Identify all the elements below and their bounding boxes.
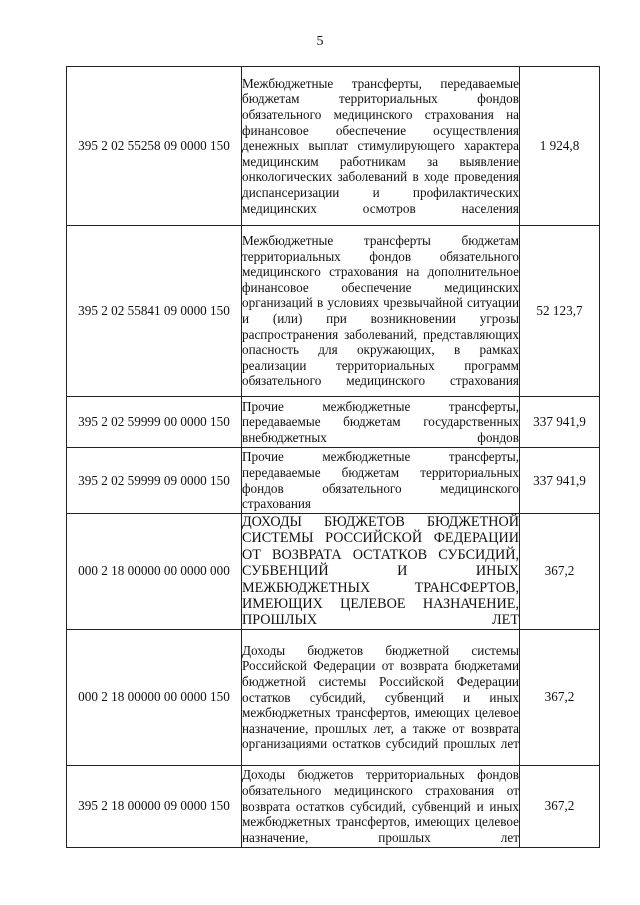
budget-classification-code: 395 2 02 59999 00 0000 150 bbox=[67, 397, 242, 448]
budget-classification-code: 000 2 18 00000 00 0000 150 bbox=[67, 629, 242, 765]
table-row bbox=[67, 514, 600, 630]
budget-revenue-table bbox=[66, 66, 600, 848]
table-row bbox=[67, 629, 600, 765]
table-row bbox=[67, 397, 600, 448]
revenue-description: Доходы бюджетов территориальных фондов обязательного медицинского страхования от возврата остатков субсидий, субвенций и иных межбюджетных трансфертов, имеющих целевое назначение, прошлых лет bbox=[242, 765, 520, 847]
table-row bbox=[67, 226, 600, 397]
revenue-description: Доходы бюджетов бюджетной системы Российской Федерации от возврата бюджетами бюджетной системы Российской Федерации остатков субсидий, субвенций и иных межбюджетных трансфертов, имеющих целевое назначение, прошлых лет, а также от возврата организациями остатков субсидий прошлых лет bbox=[242, 629, 520, 765]
revenue-description: Межбюджетные трансферты, передаваемые бюджетам территориальных фондов обязательного медицинского страхования на финансовое обеспечение осуществления денежных выплат стимулирующего характера медицинским работникам за выявление онкологических заболеваний в ходе проведения диспансеризации и профилактических медицинских осмотров населения bbox=[242, 67, 520, 226]
revenue-description: Прочие межбюджетные трансферты, передаваемые бюджетам территориальных фондов обязательного медицинского страхования bbox=[242, 448, 520, 514]
revenue-amount: 337 941,9 bbox=[520, 448, 600, 514]
budget-classification-code: 000 2 18 00000 00 0000 000 bbox=[67, 514, 242, 630]
revenue-amount: 52 123,7 bbox=[520, 226, 600, 397]
revenue-amount: 1 924,8 bbox=[520, 67, 600, 226]
table-row bbox=[67, 448, 600, 514]
budget-classification-code: 395 2 18 00000 09 0000 150 bbox=[67, 765, 242, 847]
budget-classification-code: 395 2 02 59999 09 0000 150 bbox=[67, 448, 242, 514]
budget-classification-code: 395 2 02 55841 09 0000 150 bbox=[67, 226, 242, 397]
revenue-amount: 367,2 bbox=[520, 514, 600, 630]
table-row bbox=[67, 765, 600, 847]
budget-classification-code: 395 2 02 55258 09 0000 150 bbox=[67, 67, 242, 226]
revenue-amount: 337 941,9 bbox=[520, 397, 600, 448]
table-row bbox=[67, 67, 600, 226]
revenue-description: ДОХОДЫ БЮДЖЕТОВ БЮДЖЕТНОЙ СИСТЕМЫ РОССИЙСКОЙ ФЕДЕРАЦИИ ОТ ВОЗВРАТА ОСТАТКОВ СУБСИДИЙ, СУБВЕНЦИЙ И ИНЫХ МЕЖБЮДЖЕТНЫХ ТРАНСФЕРТОВ, ИМЕЮЩИХ ЦЕЛЕВОЕ НАЗНАЧЕНИЕ, ПРОШЛЫХ ЛЕТ bbox=[242, 514, 519, 629]
page-number: 5 bbox=[316, 34, 324, 49]
revenue-description: Прочие межбюджетные трансферты, передаваемые бюджетам государственных внебюджетных фондов bbox=[242, 397, 520, 448]
revenue-description: Межбюджетные трансферты бюджетам территориальных фондов обязательного медицинского страхования на дополнительное финансовое обеспечение медицинских организаций в условиях чрезвычайной ситуации и (или) при возникновении угрозы распространения заболеваний, представляющих опасность для окружающих, в рамках реализации территориальных программ обязательного медицинского страхования bbox=[242, 226, 520, 397]
revenue-amount: 367,2 bbox=[520, 629, 600, 765]
revenue-amount: 367,2 bbox=[520, 765, 600, 847]
